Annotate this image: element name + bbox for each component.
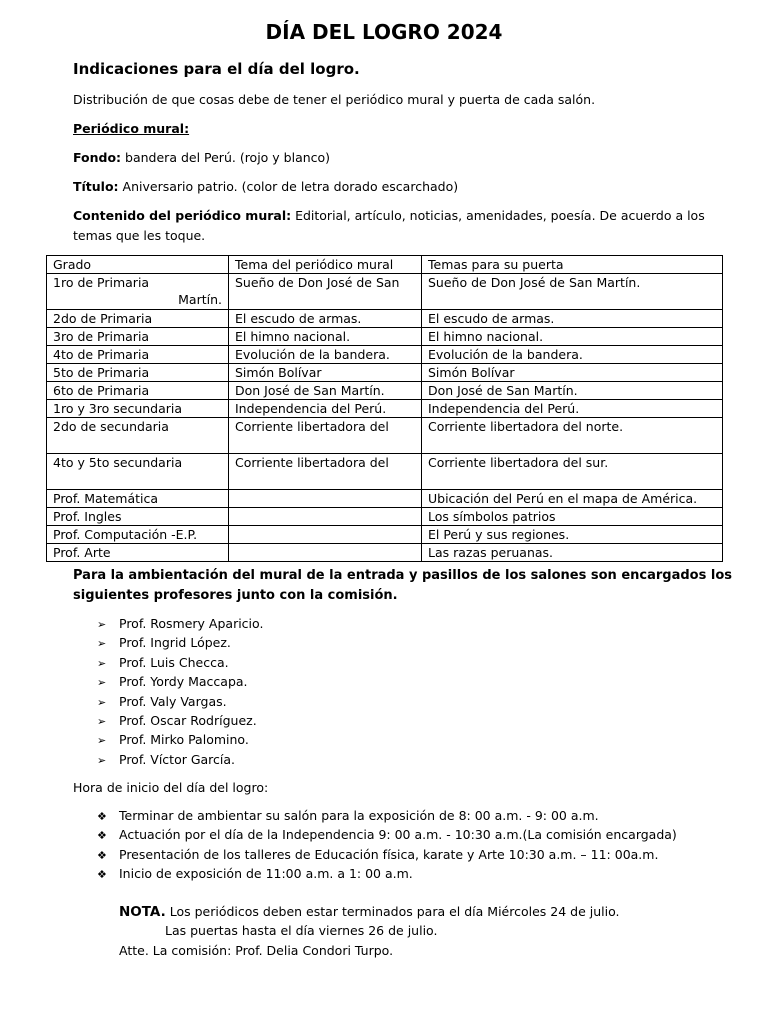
table-cell: 6to de Primaria <box>47 382 229 400</box>
arrow-bullet-icon: ➢ <box>97 695 107 709</box>
fondo-line <box>73 150 330 165</box>
table-cell: Simón Bolívar <box>229 364 422 382</box>
table-cell: Independencia del Perú. <box>422 400 723 418</box>
table-cell: Corriente libertadora del <box>229 418 422 454</box>
table-row <box>47 490 723 508</box>
table-cell: Prof. Computación -E.P. <box>47 526 229 544</box>
table-cell: El himno nacional. <box>422 328 723 346</box>
nota-text: Los periódicos deben estar terminados para el día Miércoles 24 de julio. <box>165 904 620 919</box>
list-item-text: Prof. Luis Checca. <box>119 654 229 670</box>
arrow-bullet-icon: ➢ <box>97 753 107 767</box>
table-cell <box>229 508 422 526</box>
table-cell <box>229 490 422 508</box>
table-cell: Corriente libertadora del sur. <box>422 454 723 490</box>
contenido-paragraph <box>73 206 723 246</box>
horario-list <box>97 806 677 884</box>
diamond-bullet-icon: ❖ <box>97 810 107 823</box>
topics-table <box>46 255 723 562</box>
table-cell: 2do de Primaria <box>47 310 229 328</box>
list-item <box>97 614 263 633</box>
table-cell: El Perú y sus regiones. <box>422 526 723 544</box>
table-cell <box>229 544 422 562</box>
table-cell: Las razas peruanas. <box>422 544 723 562</box>
table-cell: 5to de Primaria <box>47 364 229 382</box>
table-cell-text: 1ro de Primaria <box>53 275 150 290</box>
table-cell: 2do de secundaria <box>47 418 229 454</box>
table-header-cell: Tema del periódico mural <box>229 256 422 274</box>
table-cell: El escudo de armas. <box>229 310 422 328</box>
fondo-label: Fondo: <box>73 150 122 165</box>
table-cell: 4to de Primaria <box>47 346 229 364</box>
arrow-bullet-icon: ➢ <box>97 656 107 670</box>
table-cell: 4to y 5to secundaria <box>47 454 229 490</box>
arrow-bullet-icon: ➢ <box>97 734 107 748</box>
table-cell <box>229 526 422 544</box>
table-cell: Sueño de Don José de San <box>229 274 422 310</box>
table-cell: Ubicación del Perú en el mapa de América. <box>422 490 723 508</box>
list-item <box>97 825 677 844</box>
list-item-text: Prof. Valy Vargas. <box>119 693 227 709</box>
list-item <box>97 633 263 652</box>
table-cell: Independencia del Perú. <box>229 400 422 418</box>
table-cell: Simón Bolívar <box>422 364 723 382</box>
table-cell: Sueño de Don José de San Martín. <box>422 274 723 310</box>
periodico-heading: Periódico mural: <box>73 121 190 136</box>
arrow-bullet-icon: ➢ <box>97 676 107 690</box>
table-row <box>47 274 723 310</box>
table-row <box>47 544 723 562</box>
signature-line: Atte. La comisión: Prof. Delia Condori Turpo. <box>119 943 394 958</box>
titulo-line <box>73 179 458 194</box>
table-row <box>47 418 723 454</box>
hora-heading: Hora de inicio del día del logro: <box>73 780 269 795</box>
nota-line <box>119 904 620 920</box>
table-row <box>47 508 723 526</box>
table-cell: Prof. Arte <box>47 544 229 562</box>
table-cell: Evolución de la bandera. <box>422 346 723 364</box>
table-cell: Corriente libertadora del <box>229 454 422 490</box>
table-cell: Don José de San Martín. <box>229 382 422 400</box>
table-cell: Los símbolos patrios <box>422 508 723 526</box>
table-row <box>47 454 723 490</box>
list-item-text: Presentación de los talleres de Educación física, karate y Arte 10:30 a.m. – 11: 00a.m. <box>119 846 659 862</box>
contenido-label: Contenido del periódico mural: <box>73 208 292 223</box>
titulo-label: Título: <box>73 179 119 194</box>
diamond-bullet-icon: ❖ <box>97 868 107 882</box>
arrow-bullet-icon: ➢ <box>97 618 107 631</box>
titulo-text: Aniversario patrio. (color de letra dorado escarchado) <box>118 179 459 194</box>
list-item <box>97 864 677 883</box>
table-cell: Prof. Matemática <box>47 490 229 508</box>
intro-text: Distribución de que cosas debe de tener el periódico mural y puerta de cada salón. <box>73 92 596 107</box>
page-title: DÍA DEL LOGRO 2024 <box>265 20 503 44</box>
ambientacion-paragraph: Para la ambientación del mural de la entrada y pasillos de los salones son encargados los siguientes profesores junto con la comisión. <box>73 568 733 603</box>
list-item-text: Prof. Víctor García. <box>119 751 236 767</box>
table-row <box>47 382 723 400</box>
list-item <box>97 672 263 691</box>
list-item-text: Prof. Oscar Rodríguez. <box>119 712 257 728</box>
list-item-text: Inicio de exposición de 11:00 a.m. a 1: 00 a.m. <box>119 866 413 882</box>
arrow-bullet-icon: ➢ <box>97 637 107 651</box>
table-row <box>47 364 723 382</box>
table-cell: Don José de San Martín. <box>422 382 723 400</box>
contenido-text: Editorial, artículo, noticias, amenidades, poesía. De acuerdo a los temas que les toque. <box>73 208 705 243</box>
list-item-text: Prof. Rosmery Aparicio. <box>119 616 264 631</box>
diamond-bullet-icon: ❖ <box>97 829 107 843</box>
table-cell: 3ro de Primaria <box>47 328 229 346</box>
table-row <box>47 526 723 544</box>
list-item <box>97 845 677 864</box>
profesores-list <box>97 614 263 769</box>
nota-label: NOTA. <box>119 904 166 920</box>
table-header-row <box>47 256 723 274</box>
table-cell: 1ro y 3ro secundaria <box>47 400 229 418</box>
arrow-bullet-icon: ➢ <box>97 714 107 728</box>
table-cell-overflow: Martín. <box>178 292 222 307</box>
table-header-cell: Temas para su puerta <box>422 256 723 274</box>
fondo-text: bandera del Perú. (rojo y blanco) <box>121 150 331 165</box>
table-row <box>47 400 723 418</box>
table-cell: Evolución de la bandera. <box>229 346 422 364</box>
table-row <box>47 346 723 364</box>
table-row <box>47 328 723 346</box>
table-cell: El escudo de armas. <box>422 310 723 328</box>
table-header-cell: Grado <box>47 256 229 274</box>
table-cell: El himno nacional. <box>229 328 422 346</box>
list-item-text: Prof. Ingrid López. <box>119 635 231 651</box>
list-item <box>97 730 263 749</box>
table-row <box>47 310 723 328</box>
list-item-text: Prof. Yordy Maccapa. <box>119 674 248 690</box>
list-item <box>97 653 263 672</box>
list-item-text: Prof. Mirko Palomino. <box>119 732 249 748</box>
list-item <box>97 750 263 769</box>
list-item-text: Actuación por el día de la Independencia 9: 00 a.m. - 10:30 a.m.(La comisión encargada) <box>119 827 677 843</box>
list-item <box>97 806 677 825</box>
list-item <box>97 692 263 711</box>
list-item-text: Terminar de ambientar su salón para la exposición de 8: 00 a.m. - 9: 00 a.m. <box>119 808 599 823</box>
section-heading: Indicaciones para el día del logro. <box>73 60 360 78</box>
table-cell: Prof. Ingles <box>47 508 229 526</box>
table-cell: Corriente libertadora del norte. <box>422 418 723 454</box>
diamond-bullet-icon: ❖ <box>97 848 107 862</box>
list-item <box>97 711 263 730</box>
nota-line-2: Las puertas hasta el día viernes 26 de julio. <box>165 923 438 938</box>
table-cell <box>47 274 229 310</box>
